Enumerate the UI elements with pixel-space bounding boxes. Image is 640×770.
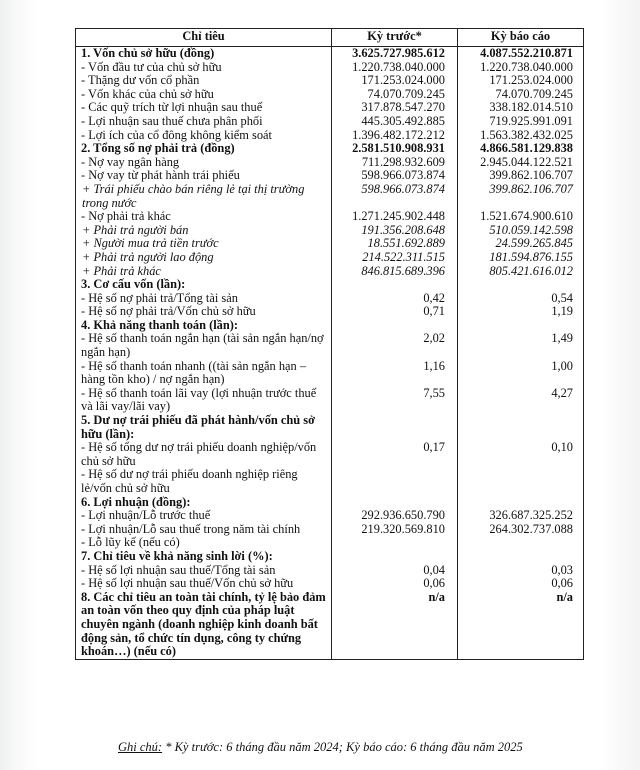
reporting-period-value: 264.302.737.088 bbox=[458, 523, 584, 537]
previous-period-value bbox=[332, 468, 458, 495]
previous-period-value: 191.356.208.648 bbox=[332, 224, 458, 238]
previous-period-value: 0,71 bbox=[332, 305, 458, 319]
row-label: - Lợi nhuận/Lỗ trước thuế bbox=[76, 509, 332, 523]
table-row bbox=[76, 210, 584, 224]
reporting-period-value: 0,06 bbox=[458, 577, 584, 591]
table-row bbox=[76, 564, 584, 578]
reporting-period-value bbox=[458, 319, 584, 333]
previous-period-value: 171.253.024.000 bbox=[332, 74, 458, 88]
previous-period-value: 1.220.738.040.000 bbox=[332, 61, 458, 75]
row-label: - Hệ số thanh toán ngắn hạn (tài sản ngắn hạn/nợ ngắn hạn) bbox=[76, 332, 332, 359]
reporting-period-value: 4.087.552.210.871 bbox=[458, 47, 584, 61]
table-row bbox=[76, 536, 584, 550]
section-row bbox=[76, 414, 584, 441]
reporting-period-value: 2.945.044.122.521 bbox=[458, 156, 584, 170]
table-row bbox=[76, 360, 584, 387]
reporting-period-value: 24.599.265.845 bbox=[458, 237, 584, 251]
previous-period-value bbox=[332, 278, 458, 292]
previous-period-value: 219.320.569.810 bbox=[332, 523, 458, 537]
section-row bbox=[76, 496, 584, 510]
header-reporting-period: Kỳ báo cáo bbox=[458, 29, 584, 47]
previous-period-value: 445.305.492.885 bbox=[332, 115, 458, 129]
row-label: 2. Tổng số nợ phải trả (đồng) bbox=[76, 142, 332, 156]
table-row bbox=[76, 115, 584, 129]
row-label: - Lỗ lũy kế (nếu có) bbox=[76, 536, 332, 550]
reporting-period-value: 0,10 bbox=[458, 441, 584, 468]
section-row bbox=[76, 550, 584, 564]
reporting-period-value bbox=[458, 414, 584, 441]
previous-period-value: 0,17 bbox=[332, 441, 458, 468]
row-label: 5. Dư nợ trái phiếu đã phát hành/vốn chủ sở hữu (lần): bbox=[76, 414, 332, 441]
row-label: + Phải trả người lao động bbox=[76, 251, 332, 265]
reporting-period-value: 74.070.709.245 bbox=[458, 88, 584, 102]
reporting-period-value: 1.563.382.432.025 bbox=[458, 129, 584, 143]
row-label: + Phải trả người bán bbox=[76, 224, 332, 238]
reporting-period-value: 510.059.142.598 bbox=[458, 224, 584, 238]
previous-period-value: 598.966.073.874 bbox=[332, 169, 458, 183]
previous-period-value: 0,42 bbox=[332, 292, 458, 306]
previous-period-value: 18.551.692.889 bbox=[332, 237, 458, 251]
sub-item-row bbox=[76, 237, 584, 251]
reporting-period-value: 1,00 bbox=[458, 360, 584, 387]
row-label: 1. Vốn chủ sở hữu (đồng) bbox=[76, 47, 332, 61]
table-row bbox=[76, 468, 584, 495]
previous-period-value: 214.522.311.515 bbox=[332, 251, 458, 265]
row-label: - Hệ số nợ phải trả/Vốn chủ sở hữu bbox=[76, 305, 332, 319]
section-row bbox=[76, 47, 584, 61]
reporting-period-value: 1.220.738.040.000 bbox=[458, 61, 584, 75]
previous-period-value: 1,16 bbox=[332, 360, 458, 387]
sub-item-row bbox=[76, 251, 584, 265]
row-label: 8. Các chỉ tiêu an toàn tài chính, tỷ lệ bảo đảm an toàn vốn theo quy định của pháp luật chuyên ngành (doanh nghiệp kinh doanh bất động sản, tổ chức tín dụng, công ty chứng khoán…) (nếu có) bbox=[76, 591, 332, 659]
row-label: - Hệ số thanh toán lãi vay (lợi nhuận trước thuế và lãi vay/lãi vay) bbox=[76, 387, 332, 414]
row-label: - Thặng dư vốn cổ phần bbox=[76, 74, 332, 88]
row-label: + Trái phiếu chào bán riêng lẻ tại thị trường trong nước bbox=[76, 183, 332, 210]
reporting-period-value: 4.866.581.129.838 bbox=[458, 142, 584, 156]
table-row bbox=[76, 509, 584, 523]
row-label: - Hệ số lợi nhuận sau thuế/Tổng tài sản bbox=[76, 564, 332, 578]
row-label: - Hệ số nợ phải trả/Tổng tài sản bbox=[76, 292, 332, 306]
row-label: - Hệ số thanh toán nhanh ((tài sản ngắn hạn – hàng tồn kho) / nợ ngắn hạn) bbox=[76, 360, 332, 387]
footnote-text: * Kỳ trước: 6 tháng đầu năm 2024; Kỳ báo cáo: 6 tháng đầu năm 2025 bbox=[165, 740, 523, 754]
row-label: - Lợi ích của cổ đông không kiểm soát bbox=[76, 129, 332, 143]
reporting-period-value: 338.182.014.510 bbox=[458, 101, 584, 115]
section-row bbox=[76, 142, 584, 156]
row-label: 7. Chỉ tiêu về khả năng sinh lời (%): bbox=[76, 550, 332, 564]
reporting-period-value: 171.253.024.000 bbox=[458, 74, 584, 88]
previous-period-value: 2,02 bbox=[332, 332, 458, 359]
table-row bbox=[76, 441, 584, 468]
row-label: - Nợ vay từ phát hành trái phiếu bbox=[76, 169, 332, 183]
row-label: - Lợi nhuận sau thuế chưa phân phối bbox=[76, 115, 332, 129]
reporting-period-value bbox=[458, 550, 584, 564]
previous-period-value: 1.396.482.172.212 bbox=[332, 129, 458, 143]
row-label: - Hệ số dư nợ trái phiếu doanh nghiệp riêng lẻ/vốn chủ sở hữu bbox=[76, 468, 332, 495]
reporting-period-value: 719.925.991.091 bbox=[458, 115, 584, 129]
reporting-period-value: 0,03 bbox=[458, 564, 584, 578]
previous-period-value: 1.271.245.902.448 bbox=[332, 210, 458, 224]
financial-table bbox=[75, 28, 584, 660]
sub-item-row bbox=[76, 183, 584, 210]
reporting-period-value: 326.687.325.252 bbox=[458, 509, 584, 523]
previous-period-value: 74.070.709.245 bbox=[332, 88, 458, 102]
row-label: - Hệ số lợi nhuận sau thuế/Vốn chủ sở hữu bbox=[76, 577, 332, 591]
reporting-period-value: 1.521.674.900.610 bbox=[458, 210, 584, 224]
footnote bbox=[118, 740, 523, 755]
table-row bbox=[76, 101, 584, 115]
table-row bbox=[76, 88, 584, 102]
section-row bbox=[76, 591, 584, 659]
table-row bbox=[76, 129, 584, 143]
sub-item-row bbox=[76, 224, 584, 238]
header-previous-period: Kỳ trước* bbox=[332, 29, 458, 47]
row-label: 6. Lợi nhuận (đồng): bbox=[76, 496, 332, 510]
section-row bbox=[76, 278, 584, 292]
table-row bbox=[76, 523, 584, 537]
table-row bbox=[76, 156, 584, 170]
sub-item-row bbox=[76, 265, 584, 279]
reporting-period-value: 1,49 bbox=[458, 332, 584, 359]
previous-period-value: 317.878.547.270 bbox=[332, 101, 458, 115]
previous-period-value: 0,04 bbox=[332, 564, 458, 578]
row-label: - Các quỹ trích từ lợi nhuận sau thuế bbox=[76, 101, 332, 115]
row-label: - Vốn đầu tư của chủ sở hữu bbox=[76, 61, 332, 75]
table-row bbox=[76, 292, 584, 306]
previous-period-value bbox=[332, 319, 458, 333]
reporting-period-value: 4,27 bbox=[458, 387, 584, 414]
reporting-period-value bbox=[458, 278, 584, 292]
row-label: + Người mua trả tiền trước bbox=[76, 237, 332, 251]
table-row bbox=[76, 61, 584, 75]
header-indicator: Chỉ tiêu bbox=[76, 29, 332, 47]
previous-period-value bbox=[332, 414, 458, 441]
previous-period-value: n/a bbox=[332, 591, 458, 659]
table-row bbox=[76, 74, 584, 88]
previous-period-value bbox=[332, 550, 458, 564]
previous-period-value: 7,55 bbox=[332, 387, 458, 414]
section-row bbox=[76, 319, 584, 333]
previous-period-value: 0,06 bbox=[332, 577, 458, 591]
reporting-period-value: 0,54 bbox=[458, 292, 584, 306]
reporting-period-value: 399.862.106.707 bbox=[458, 183, 584, 210]
previous-period-value: 2.581.510.908.931 bbox=[332, 142, 458, 156]
row-label: 3. Cơ cấu vốn (lần): bbox=[76, 278, 332, 292]
reporting-period-value: 399.862.106.707 bbox=[458, 169, 584, 183]
footnote-prefix: Ghi chú: bbox=[118, 740, 163, 754]
previous-period-value bbox=[332, 536, 458, 550]
table-row bbox=[76, 332, 584, 359]
reporting-period-value bbox=[458, 468, 584, 495]
previous-period-value bbox=[332, 496, 458, 510]
table-body bbox=[76, 47, 584, 660]
row-label: 4. Khả năng thanh toán (lần): bbox=[76, 319, 332, 333]
row-label: + Phải trả khác bbox=[76, 265, 332, 279]
table-header-row bbox=[76, 29, 584, 47]
table-row bbox=[76, 305, 584, 319]
reporting-period-value: n/a bbox=[458, 591, 584, 659]
reporting-period-value: 805.421.616.012 bbox=[458, 265, 584, 279]
previous-period-value: 846.815.689.396 bbox=[332, 265, 458, 279]
previous-period-value: 711.298.932.609 bbox=[332, 156, 458, 170]
row-label: - Nợ vay ngân hàng bbox=[76, 156, 332, 170]
reporting-period-value bbox=[458, 496, 584, 510]
row-label: - Hệ số tổng dư nợ trái phiếu doanh nghiệp/vốn chủ sở hữu bbox=[76, 441, 332, 468]
row-label: - Lợi nhuận/Lỗ sau thuế trong năm tài chính bbox=[76, 523, 332, 537]
row-label: - Vốn khác của chủ sở hữu bbox=[76, 88, 332, 102]
table-row bbox=[76, 387, 584, 414]
row-label: - Nợ phải trả khác bbox=[76, 210, 332, 224]
reporting-period-value: 1,19 bbox=[458, 305, 584, 319]
previous-period-value: 292.936.650.790 bbox=[332, 509, 458, 523]
reporting-period-value bbox=[458, 536, 584, 550]
previous-period-value: 3.625.727.985.612 bbox=[332, 47, 458, 61]
previous-period-value: 598.966.073.874 bbox=[332, 183, 458, 210]
table-row bbox=[76, 577, 584, 591]
table-row bbox=[76, 169, 584, 183]
reporting-period-value: 181.594.876.155 bbox=[458, 251, 584, 265]
